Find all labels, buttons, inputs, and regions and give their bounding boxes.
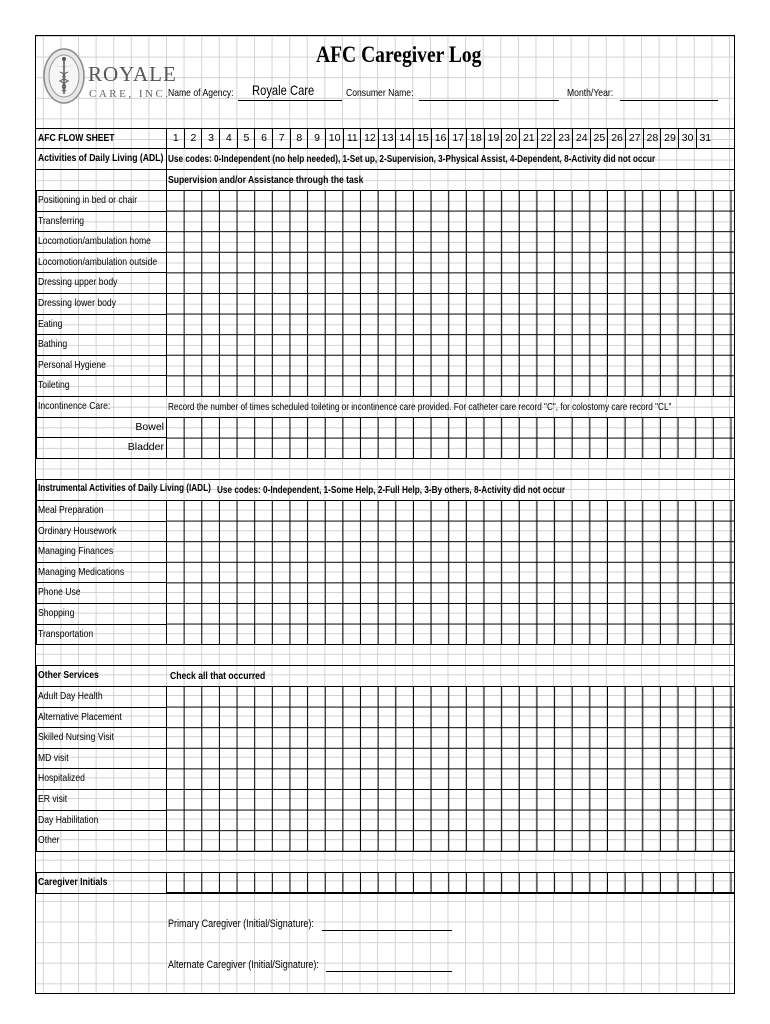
adl-item-label: Locomotion/ambulation home [38, 235, 151, 248]
iadl-item-label: Meal Preparation [38, 504, 104, 516]
day-number: 8 [290, 128, 309, 148]
page-title: AFC Caregiver Log [316, 42, 482, 67]
incontinence-note: Record the number of times scheduled toileting or incontinence care provided. For catheter care record "C", for colostomy care record "CL" [168, 402, 672, 413]
iadl-item-label: Phone Use [38, 586, 81, 599]
flow-sheet-title: AFC FLOW SHEET [38, 132, 115, 144]
alternate-caregiver-label: Alternate Caregiver (Initial/Signature): [168, 959, 319, 971]
adl-item-label: Transferring [38, 214, 85, 227]
day-number: 30 [678, 128, 697, 148]
adl-item-label: Bathing [38, 338, 68, 351]
bladder-label: Bladder [127, 441, 164, 453]
other-services-note: Check all that occurred [170, 670, 266, 682]
agency-label: Name of Agency: [168, 87, 234, 99]
logo [40, 42, 177, 114]
caduceus-seal-icon [42, 46, 86, 106]
alternate-signature-row [168, 954, 352, 974]
day-number: 19 [484, 128, 503, 148]
alternate-signature-field[interactable] [326, 955, 452, 972]
other-service-item-label: ER visit [38, 793, 68, 805]
iadl-item-label: Ordinary Housework [38, 524, 117, 537]
day-number: 14 [395, 128, 414, 148]
day-number: 28 [643, 128, 662, 148]
day-number: 16 [431, 128, 450, 148]
day-number: 18 [466, 128, 485, 148]
other-service-item-label: Other [38, 834, 60, 847]
day-number: 1 [166, 128, 185, 148]
adl-item-label: Toileting [38, 379, 70, 392]
consumer-name-field[interactable] [419, 84, 559, 101]
day-number: 22 [537, 128, 556, 148]
adl-item-label: Personal Hygiene [38, 358, 106, 371]
other-service-item-label: Alternative Placement [38, 710, 122, 723]
adl-title: Activities of Daily Living (ADL) [38, 152, 164, 164]
other-service-item-label: Skilled Nursing Visit [38, 731, 114, 744]
day-number: 17 [448, 128, 467, 148]
day-number: 20 [501, 128, 520, 148]
day-number: 3 [201, 128, 220, 148]
day-number: 9 [307, 128, 326, 148]
logo-name: ROYALE [88, 62, 177, 86]
day-number: 27 [625, 128, 644, 148]
other-services-title: Other Services [38, 669, 99, 681]
caregiver-initials-label: Caregiver Initials [38, 876, 108, 888]
other-service-item-label: Day Habilitation [38, 813, 99, 826]
adl-item-label: Eating [38, 317, 63, 330]
day-number: 23 [554, 128, 573, 148]
other-service-item-label: MD visit [38, 751, 69, 764]
primary-signature-row [168, 913, 346, 933]
day-number: 6 [254, 128, 273, 148]
agency-field[interactable] [168, 82, 248, 102]
day-number: 26 [607, 128, 626, 148]
other-service-item-label: Hospitalized [38, 772, 85, 785]
other-service-item-label: Adult Day Health [38, 690, 103, 702]
day-number: 11 [343, 128, 362, 148]
iadl-codes: Use codes: 0-Independent, 1-Some Help, 2-Full Help, 3-By others, 8-Activity did not occur [217, 485, 566, 496]
month-year-field[interactable] [620, 84, 718, 101]
month-year-label: Month/Year: [567, 87, 614, 99]
day-number: 21 [519, 128, 538, 148]
incontinence-label: Incontinence Care: [38, 400, 111, 412]
adl-item-label: Locomotion/ambulation outside [38, 255, 158, 268]
iadl-item-label: Shopping [38, 607, 75, 619]
day-number: 15 [413, 128, 432, 148]
day-number: 10 [325, 128, 344, 148]
day-number: 31 [696, 128, 715, 148]
iadl-title: Instrumental Activities of Daily Living (IADL) [38, 483, 211, 494]
bowel-label: Bowel [135, 421, 164, 433]
agency-value: Royale Care [252, 82, 315, 98]
month-label-wrap [567, 82, 623, 102]
day-number: 13 [378, 128, 397, 148]
adl-grid[interactable] [166, 190, 735, 397]
day-number: 25 [590, 128, 609, 148]
day-number: 2 [184, 128, 203, 148]
adl-item-label: Dressing upper body [38, 276, 118, 289]
day-number: 29 [660, 128, 679, 148]
iadl-item-label: Managing Finances [38, 545, 114, 558]
iadl-item-label: Transportation [38, 627, 94, 640]
adl-item-label: Positioning in bed or chair [38, 194, 138, 206]
other-services-grid[interactable] [166, 686, 735, 852]
primary-caregiver-label: Primary Caregiver (Initial/Signature): [168, 918, 314, 930]
day-number: 7 [272, 128, 291, 148]
day-number: 4 [219, 128, 238, 148]
consumer-label-wrap [346, 82, 428, 102]
iadl-item-label: Managing Medications [38, 565, 125, 578]
iadl-grid[interactable] [166, 500, 735, 645]
caregiver-initials-grid[interactable] [166, 872, 735, 893]
primary-signature-field[interactable] [322, 914, 452, 931]
incontinence-grid[interactable] [166, 417, 735, 459]
agency-value-field[interactable] [238, 80, 342, 101]
adl-supervision-note: Supervision and/or Assistance through the task [168, 174, 364, 186]
day-number: 24 [572, 128, 591, 148]
logo-subtitle: CARE, INC. [89, 88, 171, 100]
caregiver-log-sheet [35, 35, 735, 994]
day-number: 12 [360, 128, 379, 148]
adl-item-label: Dressing lower body [38, 297, 117, 309]
day-number: 5 [237, 128, 256, 148]
adl-codes: Use codes: 0-Independent (no help needed), 1-Set up, 2-Supervision, 3-Physical Assist, 4-Dependent, 8-Activity did not occur [168, 154, 656, 165]
consumer-label: Consumer Name: [346, 87, 414, 99]
